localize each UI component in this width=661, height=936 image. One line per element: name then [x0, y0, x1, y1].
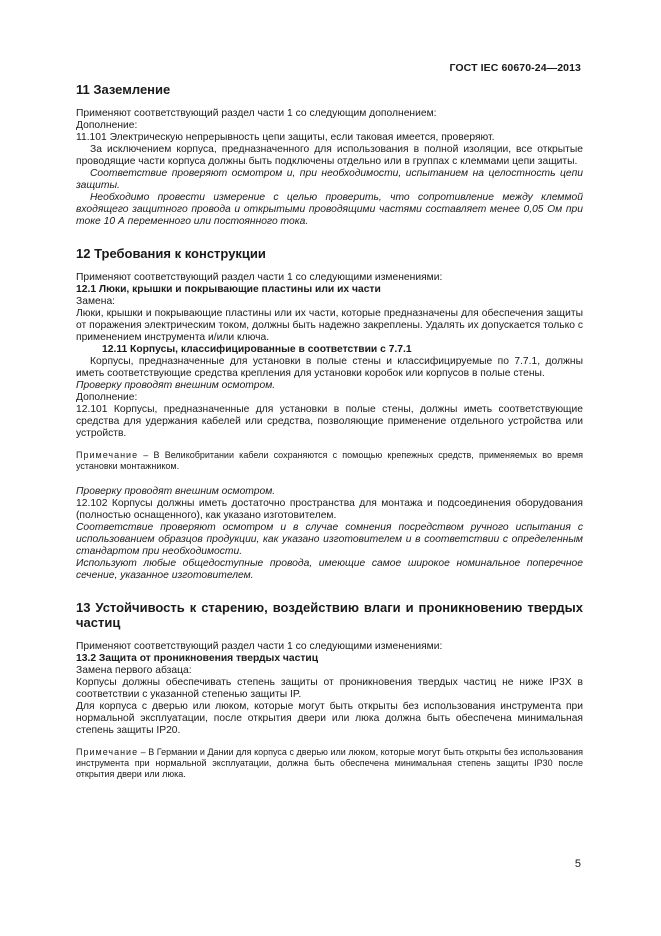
s13-note — [76, 747, 583, 780]
s13-note-text: – В Германии и Дании для корпуса с дверью или люком, которые могут быть открыты без использования инструмента при нормальной эксплуатации, должна быть обеспечена минимальная степень защиты IP30 после открытия двери или люка. — [76, 747, 583, 779]
section-12-heading: 12 Требования к конструкции — [76, 246, 266, 261]
section-13-heading: 13 Устойчивость к старению, воздействию влаги и проникновению твердых частиц — [76, 600, 583, 630]
s13-paragraph-4: Для корпуса с дверью или люком, которые могут быть открыты без использования инструмента при нормальной эксплуатации, после открытия двери или люка должна быть обеспечена минимальная степень защиты IP20. — [76, 701, 583, 736]
s12-paragraph-7: 12.101 Корпусы, предназначенные для установки в полые стены, должны иметь соответствующие средства для удержания кабелей или средства, позволяющие применение отдельного устройства или устройств. — [76, 404, 583, 439]
s13-paragraph-2: Замена первого абзаца: — [76, 665, 192, 676]
s12-paragraph-4: Корпусы, предназначенные для установки в полые стены и классифицируемые по 7.7.1, должны иметь соответствующие средства крепления для установки коробок или корпусов в полые стены. — [76, 356, 583, 379]
s12-note-text: – В Великобритании кабели сохраняются с помощью крепежных средств, применяемых во время установки монтажником. — [76, 450, 583, 471]
s13-note-label: Примечание — [76, 747, 139, 757]
s11-paragraph-6: Необходимо провести измерение с целью проверить, что сопротивление между клеммой входящего защитного провода и открытыми проводящими частями составляет менее 0,05 Ом при токе 10 А переменного или постоянного тока. — [76, 192, 583, 227]
s11-paragraph-5: Соответствие проверяют осмотром и, при необходимости, испытанием на целостность цепи защиты. — [76, 168, 583, 191]
s11-paragraph-1: Применяют соответствующий раздел части 1 со следующим дополнением: — [76, 108, 437, 119]
s12-subheading-2: 12.11 Корпусы, классифицированные в соответствии с 7.7.1 — [102, 344, 412, 355]
s13-paragraph-3: Корпусы должны обеспечивать степень защиты от проникновения твердых частиц не ниже IP3X в соответствии с указанной степенью защиты IP. — [76, 677, 583, 700]
s11-paragraph-3: 11.101 Электрическую непрерывность цепи защиты, если таковая имеется, проверяют. — [76, 132, 495, 143]
s12-paragraph-1: Применяют соответствующий раздел части 1 со следующими изменениями: — [76, 272, 443, 283]
s12-paragraph-5: Проверку проводят внешним осмотром. — [76, 380, 276, 391]
standard-header: ГОСТ IEC 60670-24—2013 — [449, 62, 581, 74]
s11-paragraph-2: Дополнение: — [76, 120, 138, 131]
s12-paragraph-8: Проверку проводят внешним осмотром. — [76, 486, 276, 497]
s12-paragraph-2: Замена: — [76, 296, 116, 307]
s11-paragraph-4: За исключением корпуса, предназначенного для использования в полной изоляции, все открытые проводящие части корпуса должны быть подключены отдельно или в группах с клеммами цепи защиты. — [76, 144, 583, 167]
s12-paragraph-10: Соответствие проверяют осмотром и в случае сомнения посредством ручного испытания с использованием образцов продукции, как указано изготовителем и в соответствии с определенным стандартом при необходимости. — [76, 522, 583, 557]
section-11-heading: 11 Заземление — [76, 82, 171, 97]
s12-paragraph-11: Используют любые общедоступные провода, имеющие самое широкое номинальное поперечное сечение, указанное изготовителем. — [76, 558, 583, 581]
page-number: 5 — [574, 858, 581, 870]
s12-paragraph-9: 12.102 Корпусы должны иметь достаточно пространства для монтажа и подсоединения оборудования (полностью оснащенного), как указано изготовителем. — [76, 498, 583, 521]
s13-subheading-1: 13.2 Защита от проникновения твердых частиц — [76, 653, 319, 664]
s12-paragraph-6: Дополнение: — [76, 392, 138, 403]
s12-paragraph-3: Люки, крышки и покрывающие пластины или их части, которые предназначены для обеспечения защиты от поражения электрическим током, должны быть надежно закреплены. Удалять их допускается только с применением инструмента и/или ключа. — [76, 308, 583, 343]
s12-note-label: Примечание — [76, 450, 139, 460]
page-content — [76, 82, 583, 794]
s12-subheading-1: 12.1 Люки, крышки и покрывающие пластины или их части — [76, 284, 381, 295]
s13-paragraph-1: Применяют соответствующий раздел части 1 со следующими изменениями: — [76, 641, 443, 652]
s12-note — [76, 450, 583, 472]
